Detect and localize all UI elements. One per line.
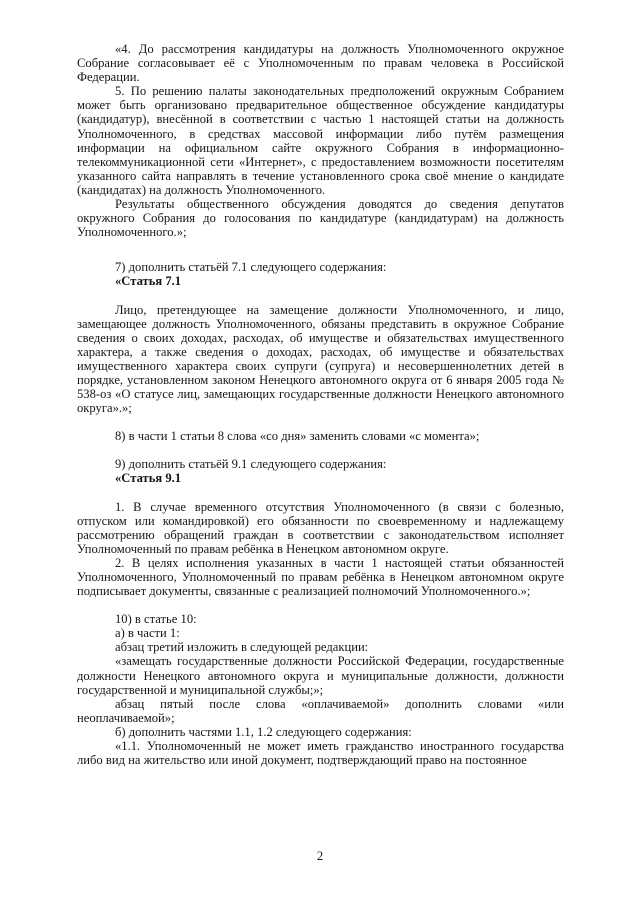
paragraph-item-10-a: а) в части 1: [115,626,180,641]
paragraph-subpart-5: абзац пятый после слова «оплачиваемой» дополнить словами «или неоплачиваемой»; [77,696,564,725]
paragraph-item-10: 10) в статье 10: [115,612,197,627]
page-number: 2 [316,849,324,863]
paragraph-item-8: 8) в части 1 статьи 8 слова «со дня» заменить словами «с момента»; [115,429,480,444]
heading-article-7-1: «Статья 7.1 [115,274,182,289]
paragraph-item-9: 9) дополнить статьёй 9.1 следующего содержания: [115,457,387,472]
spacer [77,239,564,260]
document-body [77,42,564,767]
spacer [77,415,564,429]
paragraph-item-7: 7) дополнить статьёй 7.1 следующего содержания: [115,260,387,275]
paragraph-part-4: «4. До рассмотрения кандидатуры на должность Уполномоченного окружное Собрание согласовывает её с Уполномоченным по правам человека в Российской Федерации. [77,42,564,85]
paragraph-article-9-1-part-2: 2. В целях исполнения указанных в части 1 настоящей статьи обязанностей Уполномоченного, Уполномоченный по правам ребёнка в Ненецком автономном округе подписывает документы, связанные с реализацией полномочий Уполномоченного.»; [77,555,564,599]
paragraph-item-10-b: б) дополнить частями 1.1, 1.2 следующего содержания: [115,724,412,739]
spacer [77,598,564,612]
paragraph-article-7-1-body: Лицо, претендующее на замещение должности Уполномоченного, и лицо, замещающее должность Уполномоченного, обязаны представить в окружное Собрание сведения о своих доходах, расходах, об имуществе и обязательствах имущественного характера, а также сведения о доходах, расходах, об имуществе и обязательствах имущественного характера своих супруги (супруга) и несовершеннолетних детей в порядке, установленном законом Ненецкого автономного округа от 6 января 2005 года № 538-оз «О статусе лиц, замещающих государственные должности Ненецкого автономного округа».»; [77,302,564,416]
paragraph-article-9-1-part-1: 1. В случае временного отсутствия Уполномоченного (в связи с болезнью, отпуском или командировкой) его обязанности по своевременному и надлежащему рассмотрению обращений граждан в соответствии с законодательством исполняет Уполномоченный по правам ребёнка в Ненецком автономном округе. [77,499,564,556]
paragraph-discussion-results: Результаты общественного обсуждения доводятся до сведения депутатов окружного Собрания до голосования по кандидатуре (кандидатурам) на должность Уполномоченного.»; [77,197,564,240]
spacer [77,486,564,500]
heading-article-9-1: «Статья 9.1 [115,471,182,486]
paragraph-part-5: 5. По решению палаты законодательных предположений окружным Собранием может быть организовано предварительное общественное обсуждение кандидатуры (кандидатур), внесённой в соответствии с частью 1 настоящей статьи на должность Уполномоченного, в средствах массовой информации либо путём размещения информации на официальном сайте окружного Собрания в информационно-телекоммуникационной сети «Интернет», с предоставлением возможности посетителям указанного сайта направлять в течение установленного срока своё мнение о кандидате (кандидатах) на должность Уполномоченного. [77,84,564,197]
paragraph-quoted-restriction: «замещать государственные должности Российской Федерации, государственные должности Ненецкого автономного округа и муниципальные должности, должности государственной и муниципальной службы;»; [77,654,564,697]
paragraph-subpart-3: абзац третий изложить в следующей редакции: [115,640,369,655]
spacer [77,289,564,303]
paragraph-part-1-1: «1.1. Уполномоченный не может иметь гражданство иностранного государства либо вид на жительство или иной документ, подтверждающий право на постоянное [77,739,564,768]
spacer [77,443,564,457]
